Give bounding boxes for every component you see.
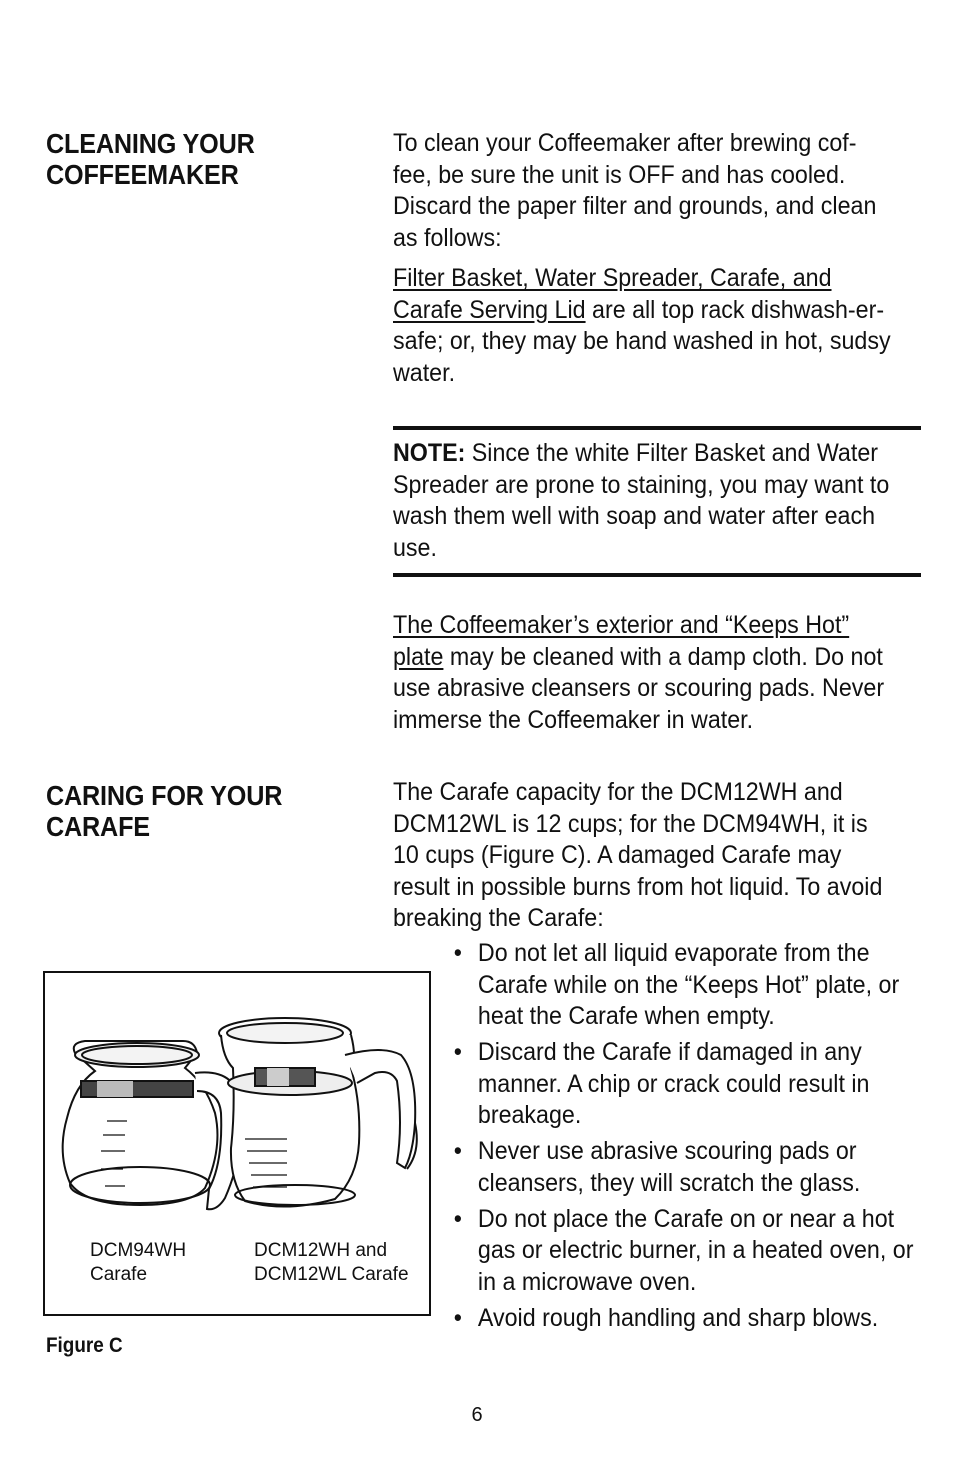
caring-bullet-list (450, 938, 920, 1339)
caption-large-line2: DCM12WL Carafe (254, 1264, 409, 1285)
small-carafe-drawing (63, 1041, 242, 1209)
figure-box (43, 971, 431, 1316)
caption-small-line2: Carafe (90, 1264, 148, 1285)
figure-label: Figure C (46, 1334, 123, 1357)
note-paragraph (393, 438, 895, 564)
note-bottom-rule (393, 573, 921, 577)
list-item: • Avoid rough handling and sharp blows. (450, 1303, 920, 1335)
exterior-underlined: The Coffeemaker’s exterior and “Keeps Hot” plate (393, 611, 850, 671)
large-carafe-drawing (219, 1018, 417, 1207)
list-item: • Do not place the Carafe on or near a hot gas or electric burner, in a heated oven, or in a microwave oven. (450, 1204, 920, 1299)
caring-intro: The Carafe capacity for the DCM12WH and DCM12WL is 12 cups; for the DCM94WH, it is 10 cups (Figure C). A damaged Carafe may result in possible burns from hot liquid. To avoid breaking the Carafe: (393, 778, 883, 932)
cleaning-intro: To clean your Coffeemaker after brewing cof-fee, be sure the unit is OFF and has cooled. Discard the paper filter and grounds, and clean as follows: (393, 129, 877, 252)
caption-large-line1: DCM12WH and (254, 1240, 388, 1261)
note-label: NOTE: (393, 439, 466, 467)
cleaning-heading: CLEANING YOUR COFFEEMAKER (46, 128, 255, 190)
cleaning-parts-rest: are all top rack dishwash-er-safe; or, they may be hand washed in hot, sudsy water. (393, 295, 891, 387)
note-text: Since the white Filter Basket and Water Spreader are prone to staining, you may want to wash them well with soap and water after each use. (393, 439, 890, 562)
caption-small-line1: DCM94WH (90, 1240, 187, 1261)
note-top-rule (393, 426, 921, 430)
list-item: • Never use abrasive scouring pads or cleansers, they will scratch the glass. (450, 1136, 920, 1199)
caring-heading: CARING FOR YOUR CARAFE (46, 780, 283, 842)
list-item: • Do not let all liquid evaporate from the Carafe while on the “Keeps Hot” plate, or heat the Carafe when empty. (450, 938, 920, 1033)
cleaning-parts-underlined: Filter Basket, Water Spreader, Carafe, and Carafe Serving Lid (393, 264, 832, 324)
cleaning-parts-paragraph (393, 263, 895, 389)
page-number: 6 (471, 1404, 483, 1426)
exterior-paragraph (393, 610, 895, 736)
exterior-rest: may be cleaned with a damp cloth. Do not use abrasive cleansers or scouring pads. Never immerse the Coffeemaker in water. (393, 642, 885, 734)
list-item: • Discard the Carafe if damaged in any manner. A chip or crack could result in breakage. (450, 1037, 920, 1132)
